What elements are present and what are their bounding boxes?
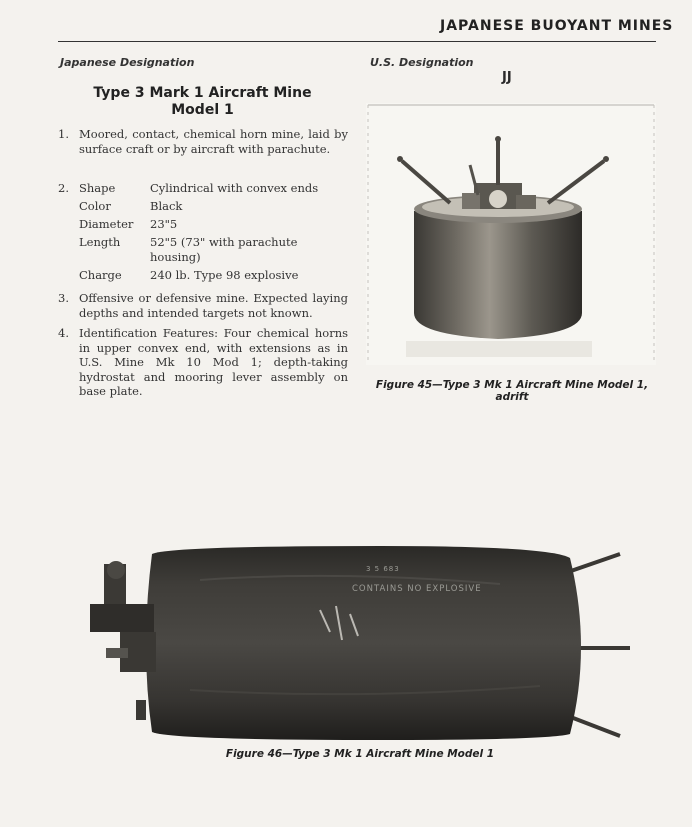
spec-value: 52"5 (73" with parachute housing) (150, 235, 298, 264)
mine-title (60, 85, 345, 119)
item-3 (58, 291, 348, 320)
item-text: Identification Features: Four chemical horns in upper convex end, with extensions as in U.S. Mine Mk 10 Mod 1; depth-taking hydrostat and mooring lever assembly on base plate. (79, 326, 348, 398)
item-number: 4. (58, 326, 69, 340)
japanese-designation-label: Japanese Designation (60, 56, 195, 69)
figure-45-caption: Figure 45—Type 3 Mk 1 Aircraft Mine Model 1, adrift (375, 379, 649, 403)
header-rule (58, 41, 656, 42)
spec-value: Cylindrical with convex ends (150, 181, 319, 195)
running-head: JAPANESE BUOYANT MINES (440, 18, 674, 34)
spec-key: Length (79, 235, 121, 249)
us-designation-code: JJ (502, 70, 512, 85)
spec-value: 23"5 (150, 217, 178, 231)
item-number: 2. (58, 181, 69, 195)
item-4 (58, 326, 348, 399)
us-designation-label: U.S. Designation (370, 56, 474, 69)
spec-row-diameter (79, 217, 349, 232)
spec-key: Shape (79, 181, 116, 195)
spec-value: Black (150, 199, 183, 213)
spec-row-charge (79, 268, 349, 283)
spec-row-length (79, 235, 349, 264)
item-text: Offensive or defensive mine. Expected laying depths and intended targets not known. (79, 291, 348, 320)
item-1 (58, 127, 348, 156)
spec-row-color (79, 199, 349, 214)
mine-title-line1: Type 3 Mark 1 Aircraft Mine (93, 85, 312, 101)
figure-46-stencil: CONTAINS NO EXPLOSIVE (352, 584, 482, 594)
spec-row-shape (79, 181, 349, 196)
spec-key: Diameter (79, 217, 134, 231)
item-text: Moored, contact, chemical horn mine, laid by surface craft or by aircraft with parachute. (79, 127, 348, 156)
item-number: 1. (58, 127, 69, 141)
item-number: 3. (58, 291, 69, 305)
spec-value: 240 lb. Type 98 explosive (150, 268, 299, 282)
figure-46-caption: Figure 46—Type 3 Mk 1 Aircraft Mine Model 1 (225, 748, 495, 760)
figure-46-photo (80, 540, 635, 740)
spec-key: Color (79, 199, 111, 213)
figure-46-stencil-top: 3 5 683 (366, 565, 400, 573)
figure-45-photo (366, 103, 656, 365)
mine-title-line2: Model 1 (171, 102, 234, 118)
spec-key: Charge (79, 268, 122, 282)
